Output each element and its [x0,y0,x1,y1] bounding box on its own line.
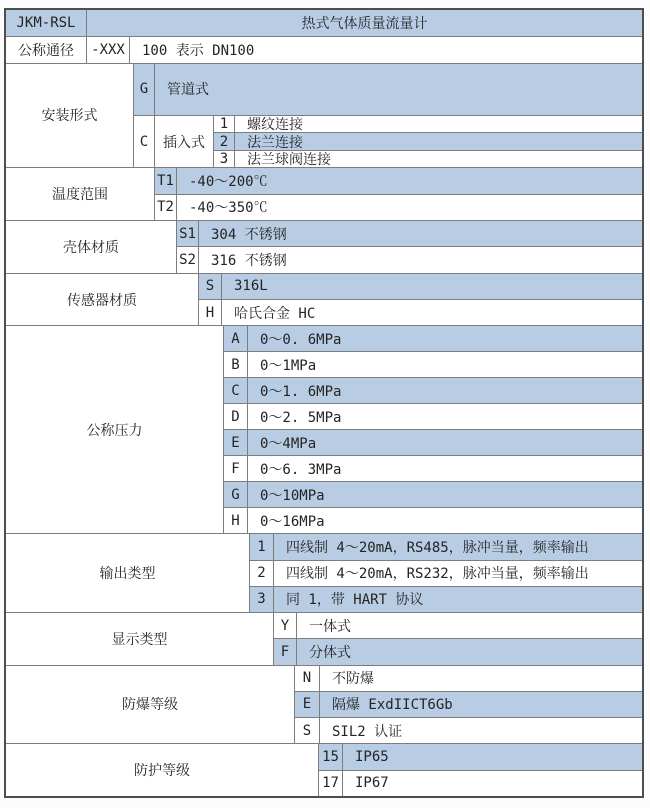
option-key-cell: 17 [319,771,343,796]
option-key-cell: E [224,430,248,455]
option-value-cell: 0～4MPa [260,435,317,452]
option-key-cell: A [224,326,248,351]
option-value-cell: IP67 [355,775,389,792]
option-key-cell: T2 [155,195,177,220]
option-row [224,455,642,481]
option-row [295,717,642,743]
option-key-cell: N [295,666,320,691]
option-value-cell: 法兰连接 [247,134,303,150]
option-key-cell: S [199,274,222,299]
option-key-cell: T1 [155,168,177,193]
option-value-cell: 一体式 [309,618,351,635]
option-row [134,64,642,115]
section-label: 安装形式 [6,64,134,167]
option-value-cell: 304 不锈钢 [211,226,287,243]
option-value-cell: 316 不锈钢 [211,252,287,269]
insert-type-name-cell: 插入式 [155,116,214,167]
section-label: 传感器材质 [6,274,199,326]
section-label: 防爆等级 [6,666,295,744]
section-label: 公称压力 [6,326,224,533]
option-row [224,507,642,533]
option-key-cell: H [224,508,248,533]
ordering-code-table [4,8,644,798]
option-key-cell: 15 [319,744,343,769]
option-row [250,534,642,559]
option-row [319,770,642,796]
section-label: 温度范围 [6,168,155,220]
option-value-cell: 100 表示 DN100 [142,42,255,59]
option-value-cell: 分体式 [309,644,351,661]
option-key-cell: G [224,482,248,507]
option-row [199,274,642,299]
option-row [319,744,642,769]
option-key-cell: C [224,378,248,403]
option-row [250,586,642,612]
option-row [177,221,642,246]
option-key-cell: H [199,300,222,325]
section-housing-material [6,220,642,273]
option-row [274,638,642,664]
section-label: 防护等级 [6,744,319,796]
option-value-cell: 哈氏合金 HC [234,305,316,322]
option-row [214,132,642,149]
option-value-cell: 0～6. 3MPa [260,461,342,478]
option-key-cell: G [134,64,155,115]
model-code-cell: JKM-RSL [6,10,87,36]
option-key-cell: 3 [250,587,274,612]
option-row [295,691,642,717]
section-label: 壳体材质 [6,221,177,273]
option-value-cell: 0～10MPa [260,487,325,504]
option-value-cell: 0～1MPa [260,357,317,374]
section-temperature-range [6,167,642,220]
option-value-cell: 0～2. 5MPa [260,409,342,426]
option-key-cell: 1 [214,116,235,132]
option-value-cell: 管道式 [167,82,209,99]
option-row [177,246,642,272]
option-row [274,613,642,638]
option-value-cell: 螺纹连接 [247,117,303,133]
section-label: 公称通径 [6,37,87,63]
option-key-cell: 2 [250,561,274,586]
section-protection-rating [6,743,642,796]
product-title-cell: 热式气体质量流量计 [301,15,428,32]
option-key-cell: B [224,352,248,377]
option-value-cell: IP65 [355,748,389,765]
option-value-cell: 0～1. 6MPa [260,383,342,400]
option-value-cell: -40～200℃ [189,173,268,190]
option-value-cell: 0～16MPa [260,513,325,530]
option-row [295,666,642,691]
option-key-cell: S [295,718,320,743]
option-value-cell: 四线制 4～20mA，RS232，脉冲当量，频率输出 [286,566,589,583]
option-value-cell: 不防爆 [332,671,374,688]
section-label: 输出类型 [6,534,250,612]
option-key-cell: C [134,116,155,167]
option-row [250,560,642,586]
option-row [224,429,642,455]
section-header [6,10,642,36]
option-value-cell: SIL2 认证 [332,723,403,740]
section-display-type [6,612,642,665]
option-key-cell: Y [274,613,297,638]
option-key-cell: 1 [250,534,274,559]
insert-type-group [134,115,642,167]
option-row [224,403,642,429]
option-key-cell: -XXX [87,37,130,63]
option-row [224,377,642,403]
section-installation [6,63,642,167]
option-key-cell: S2 [177,247,199,272]
option-key-cell: F [274,639,297,664]
option-key-cell: F [224,456,248,481]
option-row [224,351,642,377]
option-value-cell: 同 1，带 HART 协议 [286,592,424,609]
option-key-cell: D [224,404,248,429]
option-value-cell: -40～350℃ [189,200,268,217]
option-value-cell: 隔爆 ExdIICT6Gb [332,697,453,714]
section-sensor-material [6,273,642,326]
section-output-type [6,533,642,612]
option-row [155,194,642,220]
option-row [224,326,642,351]
section-explosion-proof [6,665,642,744]
section-nominal-diameter [6,36,642,63]
option-key-cell: 3 [214,151,235,167]
option-key-cell: E [295,692,320,717]
section-nominal-pressure [6,325,642,533]
option-row [224,481,642,507]
option-row [214,116,642,132]
option-value-cell: 法兰球阀连接 [247,151,331,168]
option-value-cell: 316L [234,278,268,295]
option-value-cell: 0～0. 6MPa [260,331,342,348]
option-key-cell: S1 [177,221,199,246]
option-value-cell: 四线制 4～20mA，RS485，脉冲当量，频率输出 [286,539,589,556]
option-key-cell: 2 [214,133,235,149]
option-row [199,299,642,325]
option-row [214,150,642,167]
section-label: 显示类型 [6,613,274,665]
option-row [155,168,642,193]
